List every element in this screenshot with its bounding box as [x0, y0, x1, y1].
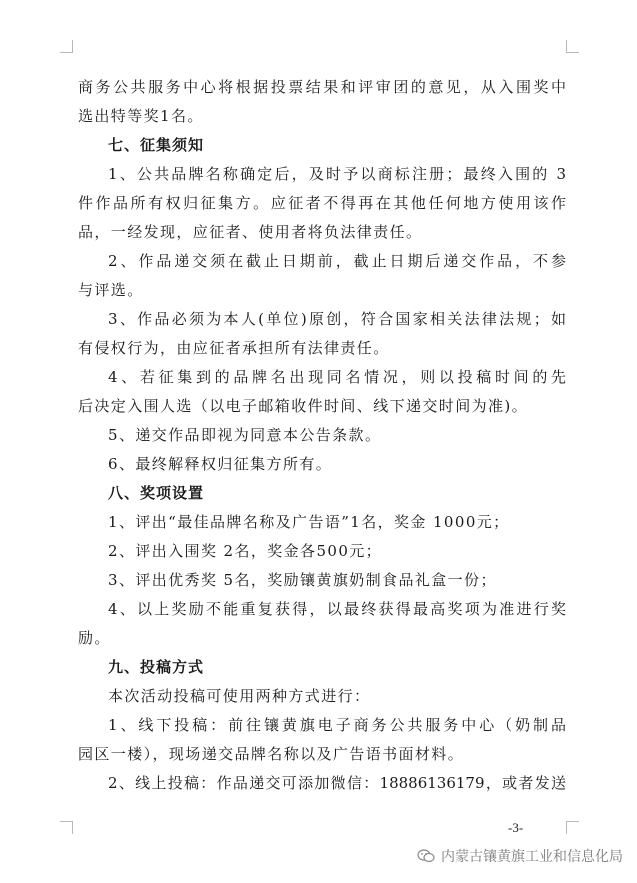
body-text-line: 1、线下投稿：前往镶黄旗电子商务公共服务中心（奶制品: [108, 716, 566, 734]
body-text-line: 5、递交作品即视为同意本公告条款。: [108, 426, 382, 444]
body-text-line: 选出特等奖1名。: [78, 107, 204, 125]
body-text-line: 2、作品递交须在截止日期前，截止日期后递交作品，不参: [108, 252, 566, 270]
body-text-line: 本次活动投稿可使用两种方式进行：: [108, 687, 371, 705]
body-text-line: 3、作品必须为本人(单位)原创，符合国家相关法律法规；如: [108, 310, 566, 328]
body-text-line: 1、评出“最佳品牌名称及广告语”1名，奖金 1000元；: [108, 513, 510, 531]
body-text-line: 品，一经发现，应征者、使用者将负法律责任。: [78, 223, 423, 241]
body-text-line: 4、若征集到的品牌名出现同名情况，则以投稿时间的先: [108, 368, 566, 386]
body-text-line: 件作品所有权归征集方。应征者不得再在其他任何地方使用该作: [78, 194, 566, 212]
page-corner-mark-bottom-left: [60, 821, 73, 834]
page-corner-mark-top-left: [60, 40, 73, 53]
body-text-line: 有侵权行为，由应征者承担所有法律责任。: [78, 339, 390, 357]
watermark-text: 内蒙古镶黄旗工业和信息化局: [441, 849, 623, 865]
section-heading: 七、征集须知: [108, 136, 205, 154]
document-body: [78, 73, 566, 798]
body-text-line: 2、线上投稿：作品递交可添加微信：18886136179，或者发送: [108, 774, 566, 792]
body-text-line: 商务公共服务中心将根据投票结果和评审团的意见，从入围奖中: [78, 78, 566, 96]
wechat-icon: [417, 849, 435, 863]
body-text-line: 后决定入围人选（以电子邮箱收件时间、线下递交时间为准)。: [78, 397, 529, 415]
account-watermark: [413, 846, 627, 866]
section-heading: 九、投稿方式: [108, 658, 205, 676]
section-heading: 八、奖项设置: [108, 484, 205, 502]
page-number: -3-: [508, 820, 524, 835]
body-text-line: 3、评出优秀奖 5名，奖励镶黄旗奶制食品礼盒一份；: [108, 571, 497, 589]
body-text-line: 4、以上奖励不能重复获得，以最终获得最高奖项为准进行奖: [108, 600, 566, 618]
body-text-line: 6、最终解释权归征集方所有。: [108, 455, 333, 473]
body-text-line: 与评选。: [78, 281, 144, 299]
body-text-line: 2、评出入围奖 2名，奖金各500元；: [108, 542, 383, 560]
body-text-line: 园区一楼），现场递交品牌名称以及广告语书面材料。: [78, 745, 465, 763]
body-text-line: 1、公共品牌名称确定后，及时予以商标注册；最终入围的 3: [108, 165, 566, 183]
body-text-line: 励。: [78, 629, 111, 647]
page-corner-mark-bottom-right: [566, 821, 579, 834]
page-corner-mark-top-right: [566, 40, 579, 53]
